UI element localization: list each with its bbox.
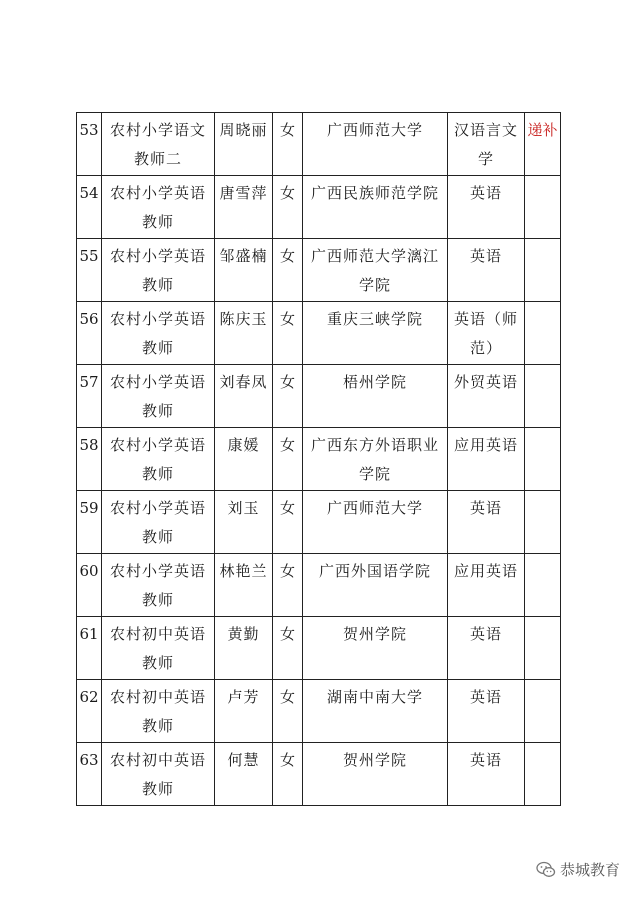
gender-cell: 女 xyxy=(273,365,303,428)
row-number: 55 xyxy=(77,239,102,302)
name-cell: 刘玉 xyxy=(215,491,273,554)
row-number: 58 xyxy=(77,428,102,491)
row-number: 53 xyxy=(77,113,102,176)
table-row xyxy=(77,743,561,806)
position-cell: 农村小学英语教师 xyxy=(102,428,215,491)
position-cell: 农村小学英语教师 xyxy=(102,302,215,365)
major-cell: 英语 xyxy=(448,680,525,743)
roster-table xyxy=(76,112,561,806)
name-cell: 黄勤 xyxy=(215,617,273,680)
row-number: 54 xyxy=(77,176,102,239)
school-cell: 广西外国语学院 xyxy=(303,554,448,617)
note-cell xyxy=(525,428,561,491)
table-row xyxy=(77,428,561,491)
table-row xyxy=(77,680,561,743)
gender-cell: 女 xyxy=(273,239,303,302)
row-number: 61 xyxy=(77,617,102,680)
name-cell: 卢芳 xyxy=(215,680,273,743)
gender-cell: 女 xyxy=(273,113,303,176)
position-cell: 农村小学英语教师 xyxy=(102,365,215,428)
school-cell: 广西民族师范学院 xyxy=(303,176,448,239)
name-cell: 陈庆玉 xyxy=(215,302,273,365)
table-row xyxy=(77,365,561,428)
major-cell: 应用英语 xyxy=(448,554,525,617)
row-number: 57 xyxy=(77,365,102,428)
row-number: 62 xyxy=(77,680,102,743)
note-cell xyxy=(525,176,561,239)
gender-cell: 女 xyxy=(273,743,303,806)
major-cell: 英语 xyxy=(448,743,525,806)
table-row xyxy=(77,302,561,365)
name-cell: 刘春凤 xyxy=(215,365,273,428)
school-cell: 广西师范大学漓江学院 xyxy=(303,239,448,302)
note-cell xyxy=(525,239,561,302)
position-cell: 农村初中英语教师 xyxy=(102,743,215,806)
position-cell: 农村小学英语教师 xyxy=(102,554,215,617)
major-cell: 英语 xyxy=(448,239,525,302)
school-cell: 梧州学院 xyxy=(303,365,448,428)
row-number: 60 xyxy=(77,554,102,617)
row-number: 56 xyxy=(77,302,102,365)
table-row xyxy=(77,554,561,617)
name-cell: 唐雪萍 xyxy=(215,176,273,239)
major-cell: 英语 xyxy=(448,491,525,554)
table-row xyxy=(77,617,561,680)
major-cell: 外贸英语 xyxy=(448,365,525,428)
row-number: 63 xyxy=(77,743,102,806)
gender-cell: 女 xyxy=(273,428,303,491)
note-cell xyxy=(525,554,561,617)
note-cell xyxy=(525,302,561,365)
note-cell: 递补 xyxy=(525,113,561,176)
gender-cell: 女 xyxy=(273,491,303,554)
position-cell: 农村小学英语教师 xyxy=(102,239,215,302)
account-watermark xyxy=(536,859,620,880)
table-row xyxy=(77,491,561,554)
school-cell: 广西东方外语职业学院 xyxy=(303,428,448,491)
note-cell xyxy=(525,491,561,554)
position-cell: 农村小学语文教师二 xyxy=(102,113,215,176)
school-cell: 湖南中南大学 xyxy=(303,680,448,743)
note-cell xyxy=(525,617,561,680)
note-cell xyxy=(525,680,561,743)
position-cell: 农村小学英语教师 xyxy=(102,491,215,554)
major-cell: 英语 xyxy=(448,176,525,239)
table-row xyxy=(77,113,561,176)
gender-cell: 女 xyxy=(273,680,303,743)
gender-cell: 女 xyxy=(273,617,303,680)
school-cell: 广西师范大学 xyxy=(303,113,448,176)
name-cell: 邹盛楠 xyxy=(215,239,273,302)
name-cell: 康媛 xyxy=(215,428,273,491)
note-cell xyxy=(525,365,561,428)
position-cell: 农村初中英语教师 xyxy=(102,680,215,743)
name-cell: 林艳兰 xyxy=(215,554,273,617)
major-cell: 英语 xyxy=(448,617,525,680)
name-cell: 周晓丽 xyxy=(215,113,273,176)
position-cell: 农村小学英语教师 xyxy=(102,176,215,239)
position-cell: 农村初中英语教师 xyxy=(102,617,215,680)
gender-cell: 女 xyxy=(273,554,303,617)
gender-cell: 女 xyxy=(273,302,303,365)
school-cell: 重庆三峡学院 xyxy=(303,302,448,365)
gender-cell: 女 xyxy=(273,176,303,239)
watermark-text: 恭城教育 xyxy=(559,861,620,879)
school-cell: 贺州学院 xyxy=(303,743,448,806)
row-number: 59 xyxy=(77,491,102,554)
school-cell: 广西师范大学 xyxy=(303,491,448,554)
note-cell xyxy=(525,743,561,806)
name-cell: 何慧 xyxy=(215,743,273,806)
school-cell: 贺州学院 xyxy=(303,617,448,680)
major-cell: 汉语言文学 xyxy=(448,113,525,176)
table-row xyxy=(77,239,561,302)
roster-body xyxy=(77,113,561,806)
table-row xyxy=(77,176,561,239)
major-cell: 应用英语 xyxy=(448,428,525,491)
wechat-icon xyxy=(536,861,556,879)
major-cell: 英语（师范） xyxy=(448,302,525,365)
